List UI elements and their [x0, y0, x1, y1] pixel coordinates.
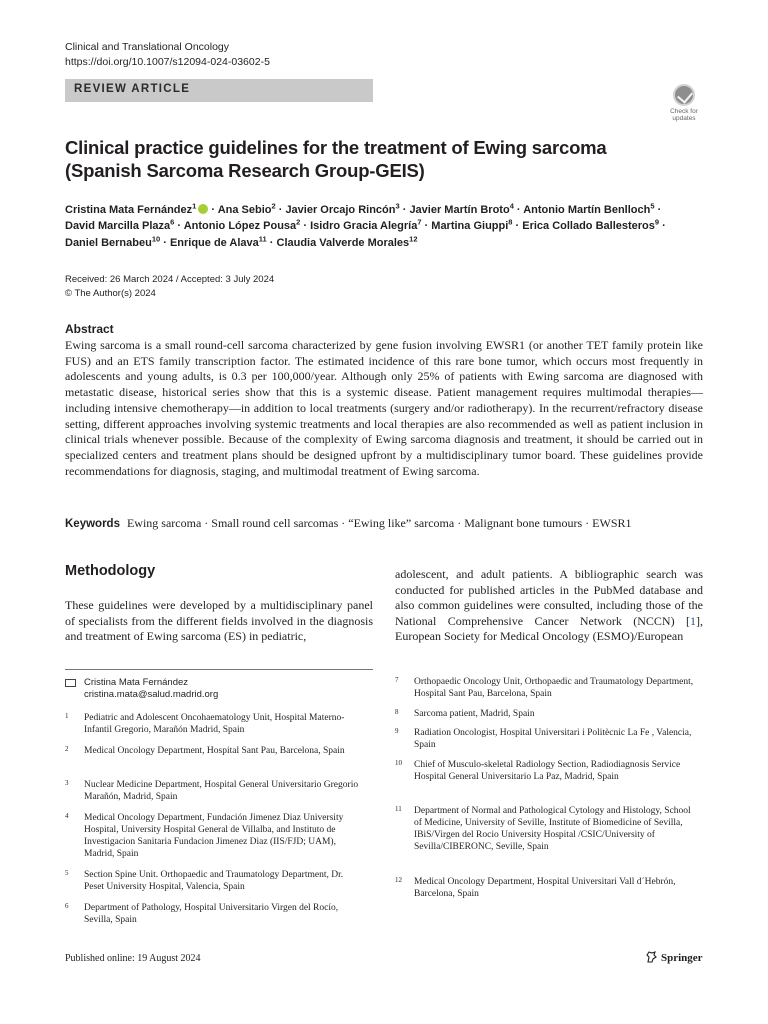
methodology-heading: Methodology: [65, 563, 156, 579]
author-name[interactable]: Antonio Martín Benlloch$^5$: [523, 201, 655, 216]
affiliation: 5 Section Spine Unit. Orthopaedic and Traumatology Department, Dr. Peset University Hospital, Valencia, Spain: [65, 869, 344, 892]
check-updates-icon: [673, 84, 695, 106]
affiliation: 11 Department of Normal and Pathological Cytology and Histology, School of Medicine, University of Seville, Institute of Biomedicine of Sevilla, IBiS/Virgen del Rocio University Hospital /CSIC/University of Sevilla/CIBERONC, Seville, Spain: [395, 805, 691, 852]
author-name[interactable]: Martina Giuppi$^8$: [431, 217, 513, 233]
affiliation: 3 Nuclear Medicine Department, Hospital General Universitario Gregorio Marañón, Madrid, Spain: [65, 779, 359, 802]
journal-header: [65, 40, 270, 70]
doi-link[interactable]: https://doi.org/10.1007/s12094-024-03602-5: [65, 56, 270, 68]
author-name[interactable]: Enrique de Alava$^{11}$: [169, 233, 267, 249]
author-list: Cristina Mata Fernández$^1$ · Ana Sebio$^2$ · Javier Orcajo Rincón$^3$ · Javier Martín Broto$^4$ · Antonio Martín Benlloch$^5$ · David Marcilla Plaza$^6$ · Antonio López Pousa$^2$ · Isidro Gracia Alegría$^7$ · Martina Giuppi$^8$ · Erica Collado Ballesteros$^9$ · Daniel Bernabeu$^{10}$ · Enrique de Alava$^{11}$ · Claudia Valverde Morales$^{12}$: [65, 201, 666, 249]
keywords: [65, 516, 715, 531]
springer-horse-icon: [646, 951, 657, 963]
keywords-label: Keywords: [65, 518, 120, 530]
affiliation: 1 Pediatric and Adolescent Oncohaematology Unit, Hospital Materno-Infantil Gregorio, Marañón Madrid, Spain: [65, 712, 345, 735]
author-name[interactable]: Isidro Gracia Alegría$^7$: [310, 217, 422, 233]
keywords-text: Ewing sarcoma · Small round cell sarcomas · “Ewing like” sarcoma · Malignant bone tumours · EWSR1: [126, 516, 632, 530]
article-type-bar: [65, 79, 373, 102]
envelope-icon: [65, 679, 76, 687]
abstract-text: Ewing sarcoma is a small round-cell sarcoma characterized by gene fusion involving EWSR1 (or another TET family protein like FUS) and an ETS family transcription factor. The estimated incidence of this rare bone tumor, which occurs most frequently in adolescents and young adults, is 0.3 per 100,000/year. Although only 25% of patients with Ewing sarcoma are diagnosed with metastatic disease, historical series show that this is a systemic disease. Patient management requires multimodal therapies—including intensive chemotherapy—in addition to local treatments (surgery and/or radiotherapy). In the recurrent/refractory disease setting, different approaches involving systemic treatments and local therapies are also recommended as well as patient inclusion in clinical trials whenever possible. Because of the complexity of Ewing sarcoma diagnosis and treatment, it should be carried out in specialized centers and treatment plans should be designed upfront by a multidisciplinary tumor board. These guidelines provide recommendations for diagnosis, staging, and multimodal treatment of Ewing sarcoma.: [65, 338, 703, 478]
article-title-line-1: Clinical practice guidelines for the treatment of Ewing sarcoma: [65, 137, 607, 158]
author-name[interactable]: Daniel Bernabeu$^{10}$: [65, 233, 161, 249]
check-for-updates-button[interactable]: [664, 84, 704, 124]
methodology-text-left: These guidelines were developed by a multidisciplinary panel of specialists from the different fields involved in the diagnosis and treatment of Ewing sarcoma (ES) in pediatric,: [65, 598, 373, 643]
author-name[interactable]: Cristina Mata Fernández$^1$: [65, 201, 197, 216]
publisher-name: Springer: [661, 952, 703, 964]
journal-name: Clinical and Translational Oncology: [65, 41, 230, 53]
author-name[interactable]: Antonio López Pousa$^2$: [183, 217, 301, 233]
check-updates-text: Check for updates: [670, 108, 698, 122]
affiliation: 9 Radiation Oncologist, Hospital Universitari i Politècnic La Fe , Valencia, Spain: [395, 727, 692, 750]
copyright-notice: © The Author(s) 2024: [65, 288, 156, 299]
affiliation: 7 Orthopaedic Oncology Unit, Orthopaedic and Traumatology Department, Hospital Sant Pau, Barcelona, Spain: [395, 676, 694, 699]
article-title: [65, 136, 705, 182]
received-accepted-dates: Received: 26 March 2024 / Accepted: 3 July 2024: [65, 274, 275, 285]
author-name[interactable]: Javier Martín Broto$^4$: [409, 201, 514, 216]
affiliation: 6 Department of Pathology, Hospital Universitario Virgen del Rocío, Sevilla, Spain: [65, 902, 339, 925]
affiliation: 2 Medical Oncology Department, Hospital Sant Pau, Barcelona, Spain: [65, 745, 345, 756]
abstract-heading: Abstract: [65, 322, 114, 336]
correspondence-name: Cristina Mata Fernández: [84, 677, 189, 688]
author-name[interactable]: Ana Sebio$^2$: [217, 201, 276, 216]
author-name[interactable]: Javier Orcajo Rincón$^3$: [285, 201, 400, 216]
article-title-line-2: (Spanish Sarcoma Research Group-GEIS): [65, 160, 425, 181]
author-name[interactable]: David Marcilla Plaza$^6$: [65, 217, 175, 233]
springer-logo: [646, 951, 703, 964]
methodology-text-right: adolescent, and adult patients. A bibliographic search was conducted for published articles in the PubMed database and also common guidelines were consulted, including those of the National Comprehensive Cancer Network (NCCN) [1], European Society for Medical Oncology (ESMO)/European: [395, 567, 703, 643]
affiliation: 4 Medical Oncology Department, Fundación Jimenez Diaz University Hospital, University Hospital General de Villalba, and Instituto de Investigacion Sanitaria Fundacion Jimenez Diaz (IIS/FJD; UAM), Madrid, Spain: [65, 812, 344, 859]
author-name[interactable]: Erica Collado Ballesteros$^9$: [522, 217, 660, 233]
article-type-label: REVIEW ARTICLE: [74, 83, 191, 95]
affiliation: 12 Medical Oncology Department, Hospital Universitari Vall d´Hebrón, Barcelona, Spain: [395, 876, 676, 899]
affiliation: 10 Chief of Musculo-skeletal Radiology Section, Radiodiagnosis Service Hospital General Universitario La Paz, Madrid, Spain: [395, 759, 681, 782]
published-online-date: Published online: 19 August 2024: [65, 953, 201, 964]
author-name[interactable]: Claudia Valverde Morales$^{12}$: [276, 233, 418, 249]
affiliation: 8 Sarcoma patient, Madrid, Spain: [395, 708, 535, 719]
correspondence-email[interactable]: cristina.mata@salud.madrid.org: [84, 689, 219, 700]
footnote-divider: [65, 669, 373, 670]
article-dates: [65, 273, 274, 301]
orcid-icon[interactable]: [198, 204, 208, 214]
reference-link[interactable]: 1: [690, 613, 696, 628]
